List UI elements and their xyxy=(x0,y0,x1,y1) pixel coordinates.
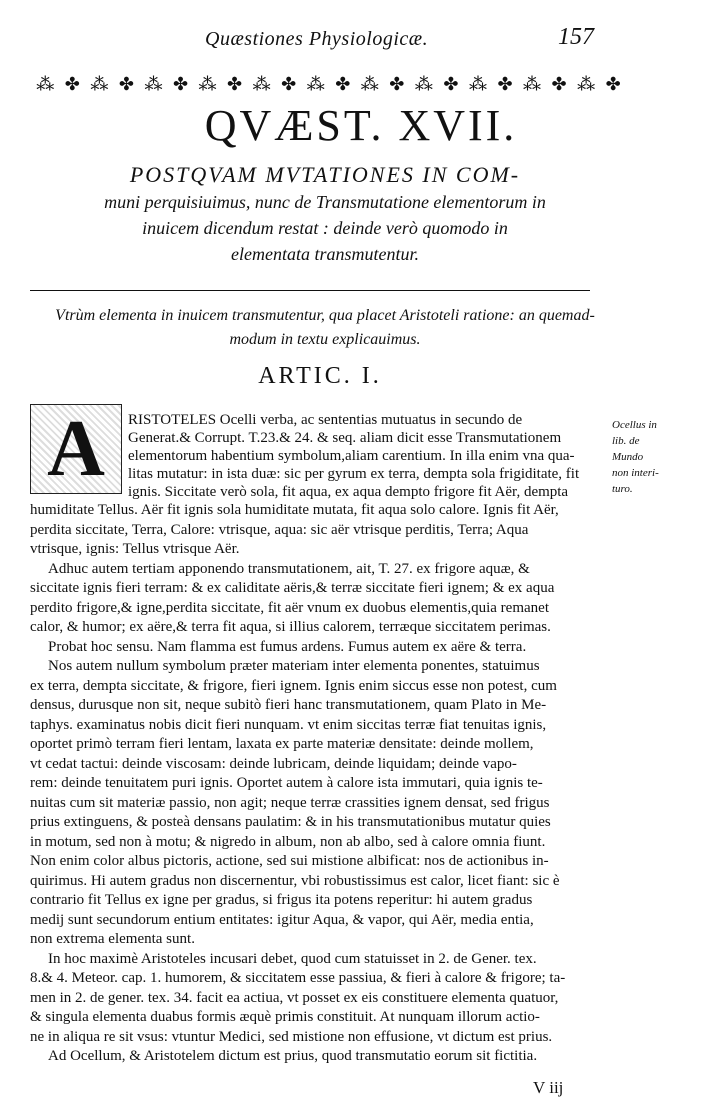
text-line: calor, & humor; ex aëre,& terra fit aqua, si illius calorem, terræque siccitatem perimas. xyxy=(30,619,551,635)
text-line: in motum, sed non à motu; & nigredo in album, non ab albo, sed à calore omnia fiunt. xyxy=(30,833,546,850)
question-line: modum in textu explicauimus. xyxy=(229,331,421,348)
text-line: men in 2. de gener. tex. 34. facit ea actiua, vt posset ex eis constituere elementa quatuor, xyxy=(30,989,559,1006)
text-line: vtrisque, ignis: Tellus vtrisque Aër. xyxy=(30,541,240,557)
divider-rule xyxy=(30,290,590,291)
quaestio-heading-line: muni perquisiuimus, nunc de Transmutatione elementorum in xyxy=(104,192,546,212)
signature-mark: V iij xyxy=(533,1078,564,1097)
text-line: non extrema elementa sunt. xyxy=(30,931,195,947)
ornamental-band: ⁂ ✤ ⁂ ✤ ⁂ ✤ ⁂ ✤ ⁂ ✤ ⁂ ✤ ⁂ ✤ ⁂ ✤ ⁂ ✤ ⁂ ✤ ⁂ ✤ xyxy=(36,74,624,94)
text-line: humiditate Tellus. Aër fit ignis sola humiditate mutata, fit aqua solo calore. Ignis fit Aër, xyxy=(30,502,559,518)
quaestio-heading-line: inuicem dicendum restat : deinde verò quomodo in xyxy=(142,218,508,238)
text-line: elementorum habentium symbolum,aliam carentium. In illa enim vna qua- xyxy=(128,448,575,464)
text-line: Adhuc autem tertiam apponendo transmutationem, ait, T. 27. ex frigore aquæ, & xyxy=(48,560,530,577)
text-line: medij sunt secundorum entium entitates: igitur Aqua, & vapor, qui Aër, media entia, xyxy=(30,911,534,928)
text-line: perdito frigore,& igne,perdita siccitate, fit aër vnum ex duobus elementis,quia remanet xyxy=(30,599,549,616)
text-line: Probat hoc sensu. Nam flamma est fumus ardens. Fumus autem ex aëre & terra. xyxy=(48,638,527,655)
running-head xyxy=(0,22,722,52)
margin-note-line: Mundo xyxy=(612,451,644,463)
quaestio-title: QVÆST. XVII. xyxy=(204,101,518,150)
text-line: prius extinguens, & posteà densans paulatim: & in his transmutationibus mutatur quies xyxy=(30,814,551,830)
text-line: siccitate ignis fieri terram: & ex caliditate aëris,& terræ siccitate fieri ignem; & ex aqua xyxy=(30,580,555,596)
text-line: densus, durusque non sit, neque subitò fieri hanc transmutationem, quam Plato in Me- xyxy=(30,697,547,713)
text-line: nuitas cum sit materiæ passio, non agit; neque terræ crassities ignem densat, sed frigus xyxy=(30,794,550,811)
text-line: RISTOTELES Ocelli verba, ac sententias mutuatus in secundo de xyxy=(128,412,523,428)
text-line: 8.& 4. Meteor. cap. 1. humorem, & siccitatem esse passiua, & fieri à calore & frigore; ta- xyxy=(30,970,566,986)
text-line: ex terra, dempta siccitate, & frigore, fieri ignem. Ignis enim siccus esse non potest, cum xyxy=(30,677,557,694)
text-line: rem: deinde tenuitatem puri ignis. Oportet autem à calore ista immutari, quia ignis te- xyxy=(30,775,543,791)
margin-note-line: turo. xyxy=(612,483,633,495)
text-line: litas mutatur: in ista duæ: sic per gyrum ex terra, dempta sola frigiditate, fit xyxy=(128,466,580,482)
text-line: quirimus. Hi autem gradus non discernentur, vbi robustissimus est calor, licet fiant: sic è xyxy=(30,872,560,889)
text-line: ne in aliqua re sit vsus: vtuntur Medici, sed mistione non effusione, vt dictum est prius. xyxy=(30,1028,553,1045)
text-line: In hoc maximè Aristoteles incusari debet, quod cum statuisset in 2. de Gener. tex. xyxy=(48,950,537,967)
running-title: Quæstiones Physiologicæ. xyxy=(205,28,429,50)
margin-note-line: non interi- xyxy=(612,467,659,479)
text-line: & singula elementa duabus formis æquè primis constituit. At nunquam illorum actio- xyxy=(30,1009,540,1025)
text-line: Nos autem nullum symbolum præter materiam inter elementa ponentes, statuimus xyxy=(48,658,540,674)
text-line: Ad Ocellum, & Aristotelem dictum est prius, quod transmutatio eorum sit fictitia. xyxy=(48,1048,538,1064)
decorated-initial: A xyxy=(30,404,122,494)
text-line: Generat.& Corrupt. T.23.& 24. & seq. aliam dicit esse Transmutationem xyxy=(128,430,562,446)
question-line: Vtrùm elementa in inuicem transmutentur, qua placet Aristoteli ratione: an quemad- xyxy=(55,307,595,324)
text-line: ignis. Siccitate verò sola, fit aqua, ex aqua dempto frigore fit Aër, dempta xyxy=(128,484,569,500)
text-line: contrario fit Tellus ex igne per gradus, si frigus ita potens reperitur: hi autem gradus xyxy=(30,892,533,908)
text-line: perdita siccitate, Terra, Calore: vtrisque, aqua: sic aër vtrisque perditis, Terra; Aqua xyxy=(30,521,529,538)
text-line: vt cedat tactui: deinde viscosam: deinde lubricam, deinde liquidam; deinde vapo- xyxy=(30,755,517,772)
text-line: taphys. examinatus nobis dicit fieri nunquam. vt enim siccitas terræ fiat tenuitas ignis, xyxy=(30,716,547,733)
margin-note-line: lib. de xyxy=(612,435,640,447)
quaestio-heading-line: elementata transmutentur. xyxy=(231,244,419,264)
page-number: 157 xyxy=(558,24,594,50)
text-line: oportet primò terram fieri lentam, laxata ex parte materiæ densitate: deinde mollem, xyxy=(30,736,534,752)
text-line: Non enim color albus pictoris, actione, sed sui mistione albificat: nos de actionibus in- xyxy=(30,853,549,869)
quaestio-heading-line: POSTQVAM MVTATIONES IN COM- xyxy=(129,162,521,187)
article-title: ARTIC. I. xyxy=(258,363,382,389)
margin-note-line: Ocellus in xyxy=(612,419,657,431)
